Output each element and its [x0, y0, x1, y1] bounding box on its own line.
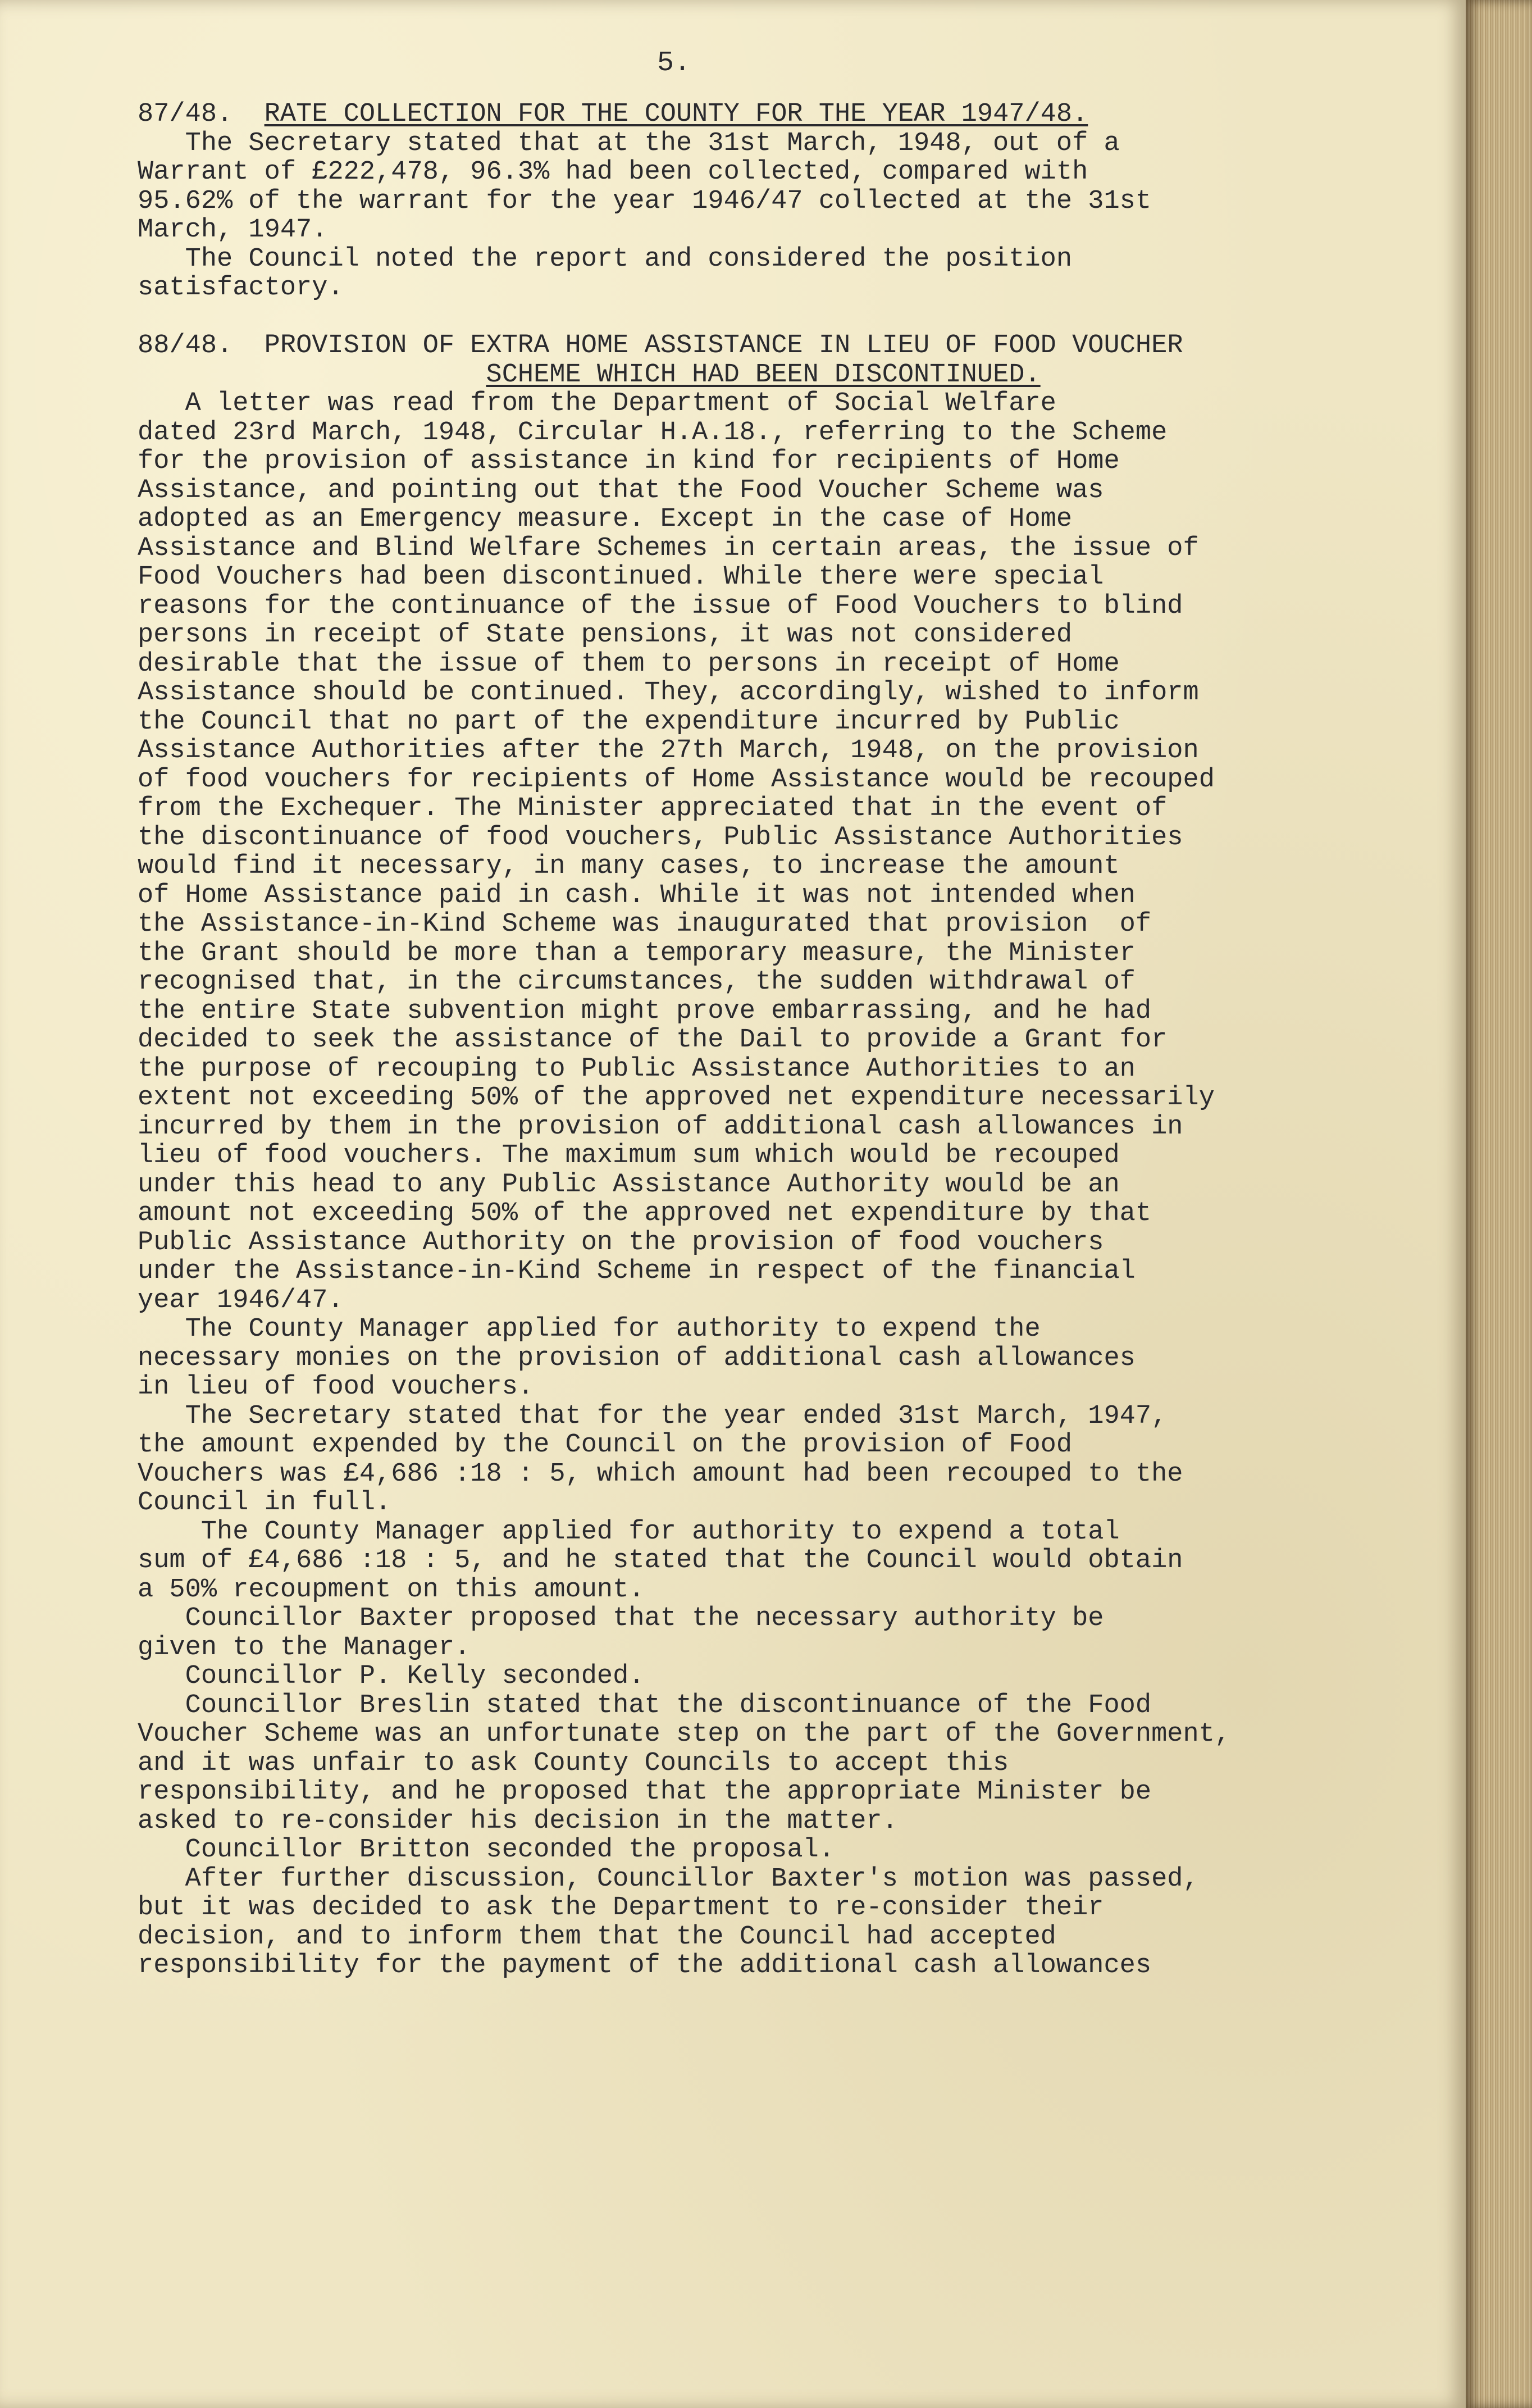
minute-88-line: the entire State subvention might prove embarrassing, and he had	[138, 996, 1152, 1026]
minute-88-line: the Grant should be more than a temporary measure, the Minister	[138, 938, 1136, 968]
minute-88-line: under this head to any Public Assistance Authority would be an	[138, 1169, 1120, 1200]
book-binding-edge	[1466, 0, 1532, 2408]
minute-87-number: 87/48.	[138, 99, 233, 129]
minute-87	[138, 100, 1328, 303]
minute-88-line: the purpose of recouping to Public Assistance Authorities to an	[138, 1054, 1136, 1084]
minute-87-line: The Secretary stated that at the 31st March, 1948, out of a	[138, 128, 1120, 158]
minute-88-line: A letter was read from the Department of Social Welfare	[138, 389, 1056, 418]
minute-88-line: reasons for the continuance of the issue of Food Vouchers to blind	[138, 591, 1183, 621]
minute-87-line: 95.62% of the warrant for the year 1946/47 collected at the 31st	[138, 186, 1152, 216]
minute-88-line: The County Manager applied for authority to expend the	[138, 1314, 1041, 1344]
minute-88-line: in lieu of food vouchers.	[138, 1372, 534, 1402]
minute-88-line: Vouchers was £4,686 :18 : 5, which amount had been recouped to the	[138, 1459, 1183, 1489]
minute-87-heading: RATE COLLECTION FOR THE COUNTY FOR THE YEAR 1947/48.	[264, 99, 1088, 129]
minute-88-line: responsibility for the payment of the additional cash allowances	[138, 1951, 1152, 1981]
minute-88-line: decision, and to inform them that the Council had accepted	[138, 1922, 1056, 1952]
minute-88-line: would find it necessary, in many cases, to increase the amount	[138, 852, 1120, 881]
minute-88-line: The Secretary stated that for the year ended 31st March, 1947,	[138, 1401, 1168, 1431]
minute-88-line: The County Manager applied for authority to expend a total	[138, 1517, 1120, 1547]
minute-88-line: for the provision of assistance in kind for recipients of Home	[138, 447, 1120, 476]
minute-88-heading-line2: SCHEME WHICH HAD BEEN DISCONTINUED.	[486, 359, 1041, 390]
minute-88-line: recognised that, in the circumstances, the sudden withdrawal of	[138, 967, 1136, 997]
minute-87-line: Warrant of £222,478, 96.3% had been collected, compared with	[138, 157, 1088, 187]
minute-88-line: asked to re-consider his decision in the matter.	[138, 1806, 898, 1836]
minute-88-line: amount not exceeding 50% of the approved net expenditure by that	[138, 1199, 1152, 1228]
minute-88-line: the amount expended by the Council on the provision of Food	[138, 1430, 1073, 1460]
minute-88-line: persons in receipt of State pensions, it was not considered	[138, 620, 1073, 650]
minute-88-line: Assistance, and pointing out that the Food Voucher Scheme was	[138, 475, 1104, 506]
minute-88-line: extent not exceeding 50% of the approved net expenditure necessarily	[138, 1083, 1215, 1113]
minute-88-line: desirable that the issue of them to persons in receipt of Home	[138, 649, 1120, 679]
minute-88-line: year 1946/47.	[138, 1285, 344, 1315]
minute-88-line: Assistance Authorities after the 27th March, 1948, on the provision	[138, 736, 1199, 766]
minute-88-line: Councillor Breslin stated that the discontinuance of the Food	[138, 1690, 1152, 1720]
minute-88	[138, 331, 1328, 1981]
minute-88-line: Council in full.	[138, 1488, 391, 1518]
minute-88-line: given to the Manager.	[138, 1632, 471, 1663]
minute-87-heading-row	[138, 100, 1328, 129]
minute-88-line: Food Vouchers had been discontinued. While there were special	[138, 562, 1104, 592]
minute-88-heading-row-2	[138, 361, 1328, 390]
minute-88-line: and it was unfair to ask County Councils to accept this	[138, 1748, 1009, 1778]
minute-88-line: Councillor Britton seconded the proposal.	[138, 1835, 835, 1865]
minute-88-line: Public Assistance Authority on the provision of food vouchers	[138, 1227, 1104, 1258]
minute-88-line: adopted as an Emergency measure. Except in the case of Home	[138, 504, 1073, 534]
minute-87-line: satisfactory.	[138, 273, 344, 303]
minute-88-line: Councillor P. Kelly seconded.	[138, 1662, 645, 1691]
minute-87-line: The Council noted the report and considered the position	[138, 244, 1073, 274]
minute-88-line: decided to seek the assistance of the Dail to provide a Grant for	[138, 1025, 1168, 1055]
minute-88-line: under the Assistance-in-Kind Scheme in respect of the financial	[138, 1257, 1136, 1286]
minute-88-line: Councillor Baxter proposed that the necessary authority be	[138, 1604, 1104, 1633]
minute-88-line: but it was decided to ask the Department to re-consider their	[138, 1893, 1104, 1923]
minute-88-line: Voucher Scheme was an unfortunate step on the part of the Government,	[138, 1719, 1231, 1749]
minute-88-line: the discontinuance of food vouchers, Public Assistance Authorities	[138, 822, 1183, 853]
minute-88-line: necessary monies on the provision of additional cash allowances	[138, 1343, 1136, 1373]
minute-88-heading-row	[138, 331, 1328, 361]
minute-88-line: Assistance and Blind Welfare Schemes in certain areas, the issue of	[138, 533, 1199, 563]
minute-88-line: responsibility, and he proposed that the appropriate Minister be	[138, 1777, 1152, 1807]
minute-88-line: sum of £4,686 :18 : 5, and he stated that the Council would obtain	[138, 1546, 1183, 1576]
minute-88-number: 88/48.	[138, 331, 233, 361]
minute-88-line: After further discussion, Councillor Baxter's motion was passed,	[138, 1864, 1199, 1894]
minute-88-heading-line1: PROVISION OF EXTRA HOME ASSISTANCE IN LIEU OF FOOD VOUCHER	[264, 331, 1183, 361]
minute-88-line: of Home Assistance paid in cash. While it was not intended when	[138, 880, 1136, 911]
minute-88-line: of food vouchers for recipients of Home Assistance would be recouped	[138, 764, 1215, 795]
minute-88-line: a 50% recoupment on this amount.	[138, 1574, 645, 1605]
minute-88-line: Assistance should be continued. They, accordingly, wished to inform	[138, 678, 1199, 708]
page-number: 5.	[657, 47, 691, 79]
minute-88-line: from the Exchequer. The Minister appreciated that in the event of	[138, 794, 1168, 823]
minute-88-line: lieu of food vouchers. The maximum sum which would be recouped	[138, 1141, 1120, 1171]
minute-87-line: March, 1947.	[138, 215, 328, 245]
minute-88-line: the Assistance-in-Kind Scheme was inaugurated that provision of	[138, 909, 1152, 939]
minute-88-line: the Council that no part of the expenditure incurred by Public	[138, 707, 1120, 737]
minute-88-line: dated 23rd March, 1948, Circular H.A.18., referring to the Scheme	[138, 417, 1168, 448]
minute-88-line: incurred by them in the provision of additional cash allowances in	[138, 1112, 1183, 1142]
